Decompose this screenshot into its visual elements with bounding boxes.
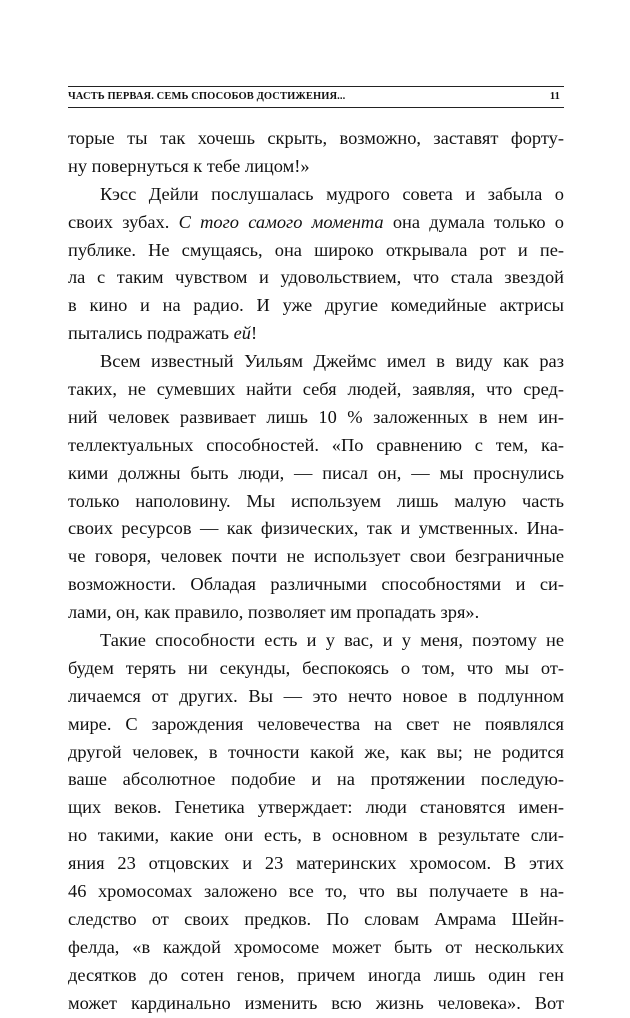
text-line — [68, 209, 564, 237]
text-line: Такие способности есть и у вас, и у меня, поэтому не — [100, 630, 564, 651]
text-line: ваше абсолютное подобие и на протяжении последую- — [68, 769, 564, 790]
text-line: фелда, «в каждой хромосоме может быть от нескольких — [68, 936, 564, 957]
text-line: другой человек, в точности какой же, как вы; не родится — [68, 741, 564, 762]
text-line: лами, он, как правило, позволяет им пропадать зря». — [68, 602, 480, 623]
paragraph — [68, 627, 564, 1017]
text-line: ний человек развивает лишь 10 % заложенных в нем ин- — [68, 406, 564, 427]
text-line: личаемся от других. Вы — это нечто новое в подлунном — [68, 685, 564, 706]
italic-phrase: С того самого момента — [178, 211, 384, 232]
text-line — [68, 320, 564, 348]
text-line: яния 23 отцовских и 23 материнских хромосом. В этих — [68, 853, 564, 874]
text-line: Кэсс Дейли послушалась мудрого совета и забыла о — [100, 183, 564, 204]
text-line: только наполовину. Мы используем лишь малую часть — [68, 490, 564, 511]
text-line: теллектуальных способностей. «По сравнению с тем, ка- — [68, 434, 564, 455]
running-head — [68, 86, 564, 108]
text-line: 46 хромосомах заложено все то, что вы получаете в на- — [68, 881, 564, 902]
text-line: но такими, какие они есть, в основном в результате сли- — [68, 825, 564, 846]
page-number: 11 — [549, 91, 560, 102]
text-line: торые ты так хочешь скрыть, возможно, заставят форту- — [68, 128, 564, 148]
text-line: возможности. Обладая различными способностями и си- — [68, 574, 564, 595]
text-line: таких, не сумевших найти себя людей, заявляя, что сред- — [68, 379, 564, 400]
text-line: в кино и на радио. И уже другие комедийные актрисы — [68, 295, 564, 316]
text-line: десятков до сотен генов, причем иногда лишь один ген — [68, 964, 564, 985]
chapter-title: ЧАСТЬ ПЕРВАЯ. СЕМЬ СПОСОБОВ ДОСТИЖЕНИЯ... — [68, 91, 346, 102]
italic-word: ей — [233, 323, 251, 344]
text-line: мире. С зарождения человечества на свет не появлялся — [68, 713, 564, 734]
paragraph — [68, 181, 564, 348]
text-line: может кардинально изменить всю жизнь человека». Вот — [68, 992, 564, 1013]
text-line: будем терять ни секунды, беспокоясь о том, что мы от- — [68, 657, 564, 678]
text-line: Всем известный Уильям Джеймс имел в виду как раз — [100, 351, 564, 372]
paragraph — [68, 348, 564, 627]
text-segment: ! — [250, 323, 258, 344]
body-text — [68, 125, 564, 1018]
text-line: щих веков. Генетика утверждает: люди становятся имен- — [68, 797, 564, 818]
text-line: следство от своих предков. По словам Амрама Шейн- — [68, 908, 564, 929]
text-segment: пытались подражать — [68, 323, 229, 344]
text-line: ла с таким чувством и удовольствием, что стала звездой — [68, 267, 564, 288]
text-line: своих ресурсов — как физических, так и умственных. Ина- — [68, 518, 564, 539]
text-line: публике. Не смущаясь, она широко открывала рот и пе- — [68, 239, 564, 260]
text-line: че говоря, человек почти не использует свои безграничные — [68, 546, 564, 567]
text-line: кими должны быть люди, — писал он, — мы проснулись — [68, 462, 564, 483]
text-segment: она думала только о — [392, 211, 564, 232]
paragraph — [68, 125, 564, 181]
text-segment: своих зубах. — [68, 211, 170, 232]
text-line: ну повернуться к тебе лицом!» — [68, 155, 310, 176]
